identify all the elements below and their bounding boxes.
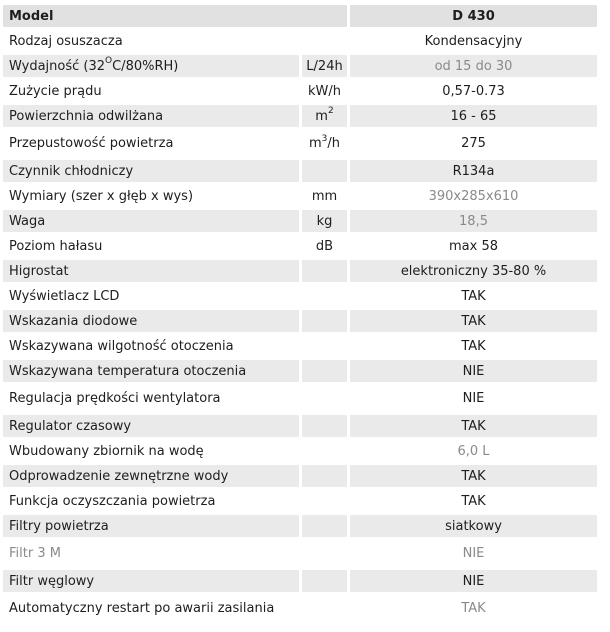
spec-row	[3, 55, 597, 77]
spec-unit	[302, 105, 347, 127]
spec-label-text: Przepustowość powietrza	[9, 136, 174, 151]
spec-row	[3, 540, 597, 567]
spec-row	[3, 285, 597, 307]
spec-unit	[302, 335, 347, 357]
spec-label-text: Automatyczny restart po awarii zasilania	[9, 601, 275, 616]
spec-label	[3, 385, 299, 412]
spec-label-text: Wymiary (szer x głęb x wys)	[9, 188, 194, 204]
spec-row	[3, 210, 597, 232]
spec-value: siatkowy	[350, 515, 597, 537]
spec-label	[3, 210, 299, 232]
spec-label-text: Funkcja oczyszczania powietrza	[9, 493, 216, 509]
spec-value: 275	[350, 130, 597, 157]
spec-unit	[302, 285, 347, 307]
spec-unit	[302, 55, 347, 77]
spec-value: TAK	[350, 310, 597, 332]
spec-row	[3, 570, 597, 592]
spec-unit-text: L/24h	[306, 58, 343, 74]
spec-row	[3, 595, 597, 622]
spec-unit-suffix: /h	[327, 136, 341, 151]
spec-label-text: Odprowadzenie zewnętrzne wody	[9, 468, 229, 484]
spec-label	[3, 55, 299, 77]
spec-label	[3, 80, 299, 102]
spec-label-text: Regulacja prędkości wentylatora	[9, 391, 221, 406]
spec-unit	[302, 490, 347, 512]
header-row	[3, 5, 597, 27]
spec-label-text: Waga	[9, 213, 46, 229]
spec-label	[3, 570, 299, 592]
spec-value: od 15 do 30	[350, 55, 597, 77]
spec-label-text: Filtry powietrza	[9, 518, 109, 534]
spec-unit	[302, 160, 347, 182]
spec-value: NIE	[350, 540, 597, 567]
spec-label-text: Filtr 3 M	[9, 546, 61, 561]
spec-value: 6,0 L	[350, 440, 597, 462]
spec-row	[3, 465, 597, 487]
spec-label-text: Zużycie prądu	[9, 83, 102, 99]
spec-row	[3, 310, 597, 332]
spec-label	[3, 335, 299, 357]
spec-value: max 58	[350, 235, 597, 257]
spec-label-text: Filtr węglowy	[9, 573, 95, 589]
spec-label	[3, 235, 299, 257]
spec-unit	[302, 185, 347, 207]
spec-unit-superscript: 2	[327, 106, 334, 117]
spec-row	[3, 105, 597, 127]
spec-unit	[302, 260, 347, 282]
spec-label-text: Poziom hałasu	[9, 238, 103, 254]
spec-row	[3, 30, 597, 52]
spec-value: NIE	[350, 570, 597, 592]
spec-label	[3, 540, 299, 567]
spec-label	[3, 595, 299, 622]
spec-label-text: Wskazania diodowe	[9, 313, 138, 329]
spec-row	[3, 515, 597, 537]
spec-row	[3, 185, 597, 207]
spec-label	[3, 285, 299, 307]
spec-value: 390x285x610	[350, 185, 597, 207]
spec-row	[3, 260, 597, 282]
spec-row	[3, 385, 597, 412]
spec-label-text: Wskazywana temperatura otoczenia	[9, 363, 247, 379]
spec-unit-text: mm	[311, 188, 338, 204]
spec-unit	[302, 80, 347, 102]
spec-value: TAK	[350, 285, 597, 307]
spec-row	[3, 130, 597, 157]
spec-label	[3, 260, 299, 282]
spec-unit	[302, 595, 347, 622]
spec-label	[3, 515, 299, 537]
header-label: Model	[3, 5, 347, 27]
spec-unit-text: kg	[316, 213, 333, 229]
spec-label	[3, 310, 299, 332]
header-model: D 430	[350, 5, 597, 27]
spec-unit	[302, 415, 347, 437]
spec-value: NIE	[350, 385, 597, 412]
spec-unit	[302, 210, 347, 232]
spec-label-suffix: C/80%RH)	[112, 58, 179, 74]
spec-unit-text: m	[308, 136, 322, 151]
spec-value: Kondensacyjny	[350, 30, 597, 52]
spec-value: TAK	[350, 335, 597, 357]
spec-value: 0,57-0.73	[350, 80, 597, 102]
spec-unit-superscript: 3	[321, 133, 328, 144]
spec-label	[3, 185, 299, 207]
spec-unit-text: dB	[315, 238, 334, 254]
spec-value: TAK	[350, 595, 597, 622]
spec-label-text: Regulator czasowy	[9, 418, 132, 434]
spec-value: elektroniczny 35-80 %	[350, 260, 597, 282]
spec-label	[3, 440, 299, 462]
spec-unit	[302, 515, 347, 537]
spec-unit	[302, 570, 347, 592]
spec-row	[3, 440, 597, 462]
spec-value: NIE	[350, 360, 597, 382]
spec-unit	[302, 540, 347, 567]
spec-label-text: Wydajność (32	[9, 58, 106, 74]
spec-row	[3, 490, 597, 512]
spec-label	[3, 490, 299, 512]
spec-table-body	[3, 5, 597, 622]
spec-unit	[302, 440, 347, 462]
spec-value: TAK	[350, 490, 597, 512]
spec-row	[3, 160, 597, 182]
spec-label-text: Higrostat	[9, 263, 69, 279]
spec-label	[3, 465, 299, 487]
spec-unit	[302, 360, 347, 382]
spec-unit-text: kW/h	[308, 83, 342, 99]
spec-label	[3, 105, 299, 127]
spec-label-text: Czynnik chłodniczy	[9, 163, 134, 179]
spec-row	[3, 80, 597, 102]
spec-value: TAK	[350, 415, 597, 437]
spec-label-text: Rodzaj osuszacza	[9, 33, 123, 49]
spec-label-superscript: O	[105, 56, 113, 67]
spec-label-text: Wbudowany zbiornik na wodę	[9, 443, 204, 459]
spec-unit	[302, 30, 347, 52]
spec-unit	[302, 465, 347, 487]
spec-unit	[302, 310, 347, 332]
spec-label-text: Wskazywana wilgotność otoczenia	[9, 338, 234, 354]
spec-label-text: Wyświetlacz LCD	[9, 288, 120, 304]
spec-value: 18,5	[350, 210, 597, 232]
spec-label	[3, 415, 299, 437]
spec-unit	[302, 130, 347, 157]
spec-label	[3, 160, 299, 182]
spec-value: R134a	[350, 160, 597, 182]
spec-row	[3, 415, 597, 437]
spec-label-text: Powierzchnia odwilżana	[9, 108, 164, 124]
spec-unit-text: m	[315, 108, 328, 124]
spec-row	[3, 235, 597, 257]
spec-unit	[302, 235, 347, 257]
spec-unit	[302, 385, 347, 412]
spec-row	[3, 360, 597, 382]
spec-value: 16 - 65	[350, 105, 597, 127]
spec-label	[3, 130, 299, 157]
spec-label	[3, 30, 299, 52]
spec-value: TAK	[350, 465, 597, 487]
spec-row	[3, 335, 597, 357]
spec-label	[3, 360, 299, 382]
spec-table	[0, 2, 600, 625]
